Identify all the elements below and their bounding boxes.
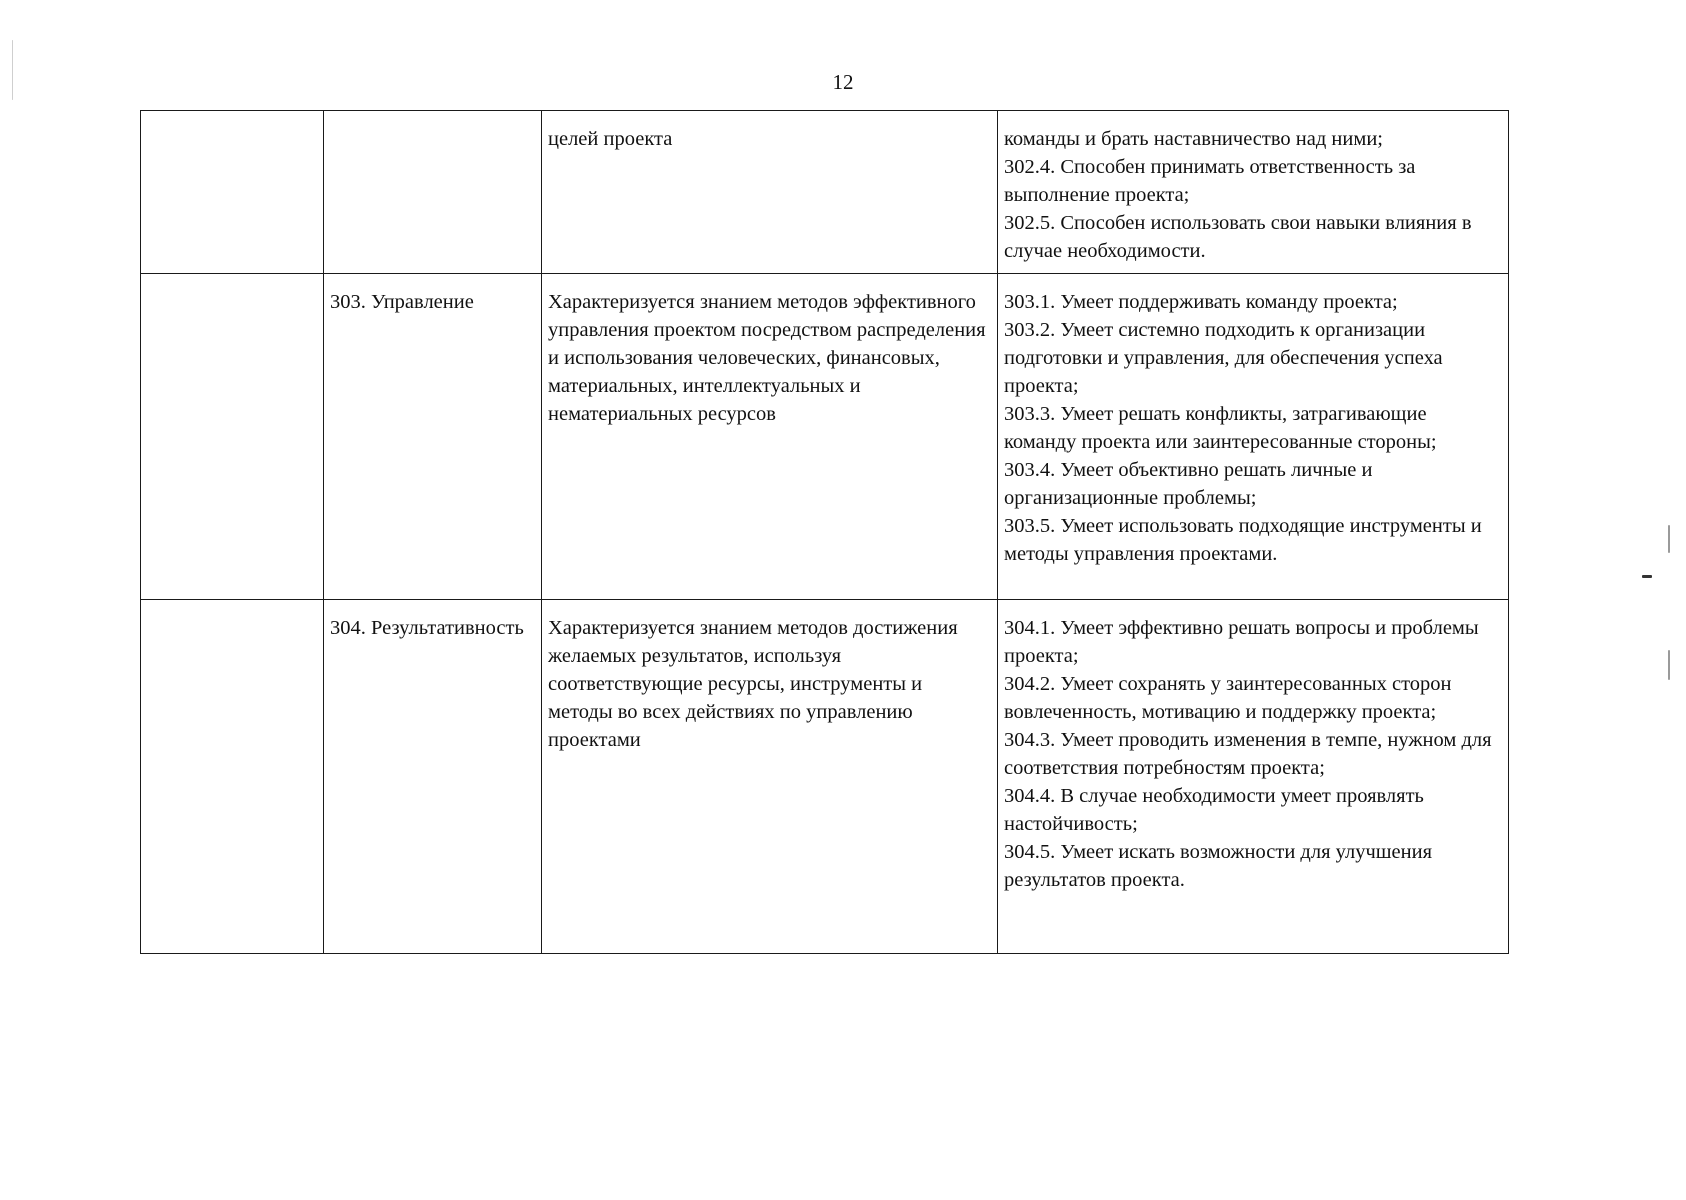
indicator-item: 304.3. Умеет проводить изменения в темпе, нужном для соответствия потребностям проекта; bbox=[1004, 729, 1492, 779]
scan-speck bbox=[12, 40, 13, 100]
table-cell-empty bbox=[141, 600, 324, 954]
competency-indicators-cell bbox=[998, 111, 1509, 274]
indicator-item: 303.1. Умеет поддерживать команду проекта; bbox=[1004, 291, 1398, 313]
indicator-item: 304.2. Умеет сохранять у заинтересованных сторон вовлеченность, мотивацию и поддержку проекта; bbox=[1004, 673, 1452, 723]
indicator-item: 302.5. Способен использовать свои навыки влияния в случае необходимости. bbox=[1004, 212, 1472, 262]
competency-indicators-cell bbox=[998, 274, 1509, 600]
indicator-item: команды и брать наставничество над ними; bbox=[1004, 128, 1383, 150]
indicator-item: 304.5. Умеет искать возможности для улучшения результатов проекта. bbox=[1004, 841, 1433, 891]
indicator-item: 303.4. Умеет объективно решать личные и организационные проблемы; bbox=[1004, 459, 1373, 509]
competency-description-cell: Характеризуется знанием методов достижения желаемых результатов, используя соответствующие ресурсы, инструменты и методы во всех действиях по управлению проектами bbox=[542, 600, 998, 954]
indicator-item: 303.3. Умеет решать конфликты, затрагивающие команду проекта или заинтересованные стороны; bbox=[1004, 403, 1437, 453]
table-row bbox=[141, 111, 1509, 274]
competency-name-cell bbox=[324, 111, 542, 274]
indicator-item: 303.2. Умеет системно подходить к организации подготовки и управления, для обеспечения успеха проекта; bbox=[1004, 319, 1443, 397]
table-row bbox=[141, 600, 1509, 954]
competency-description-cell: целей проекта bbox=[542, 111, 998, 274]
competency-table bbox=[140, 110, 1509, 954]
table-cell-empty bbox=[141, 274, 324, 600]
competency-indicators-cell bbox=[998, 600, 1509, 954]
competency-name-cell: 303. Управление bbox=[324, 274, 542, 600]
indicator-item: 304.4. В случае необходимости умеет проявлять настойчивость; bbox=[1004, 785, 1424, 835]
competency-description-cell: Характеризуется знанием методов эффективного управления проектом посредством распределения и использования человеческих, финансовых, материальных, интеллектуальных и нематериальных ресурсов bbox=[542, 274, 998, 600]
scan-speck bbox=[1668, 650, 1670, 680]
table-cell-empty bbox=[141, 111, 324, 274]
indicator-item: 304.1. Умеет эффективно решать вопросы и проблемы проекта; bbox=[1004, 617, 1479, 667]
scan-speck bbox=[1668, 525, 1670, 553]
competency-name-cell: 304. Результативность bbox=[324, 600, 542, 954]
indicator-item: 302.4. Способен принимать ответственность за выполнение проекта; bbox=[1004, 156, 1416, 206]
page-number: 12 bbox=[832, 70, 854, 94]
scan-speck bbox=[1642, 575, 1652, 578]
table-row bbox=[141, 274, 1509, 600]
indicator-item: 303.5. Умеет использовать подходящие инструменты и методы управления проектами. bbox=[1004, 515, 1482, 565]
